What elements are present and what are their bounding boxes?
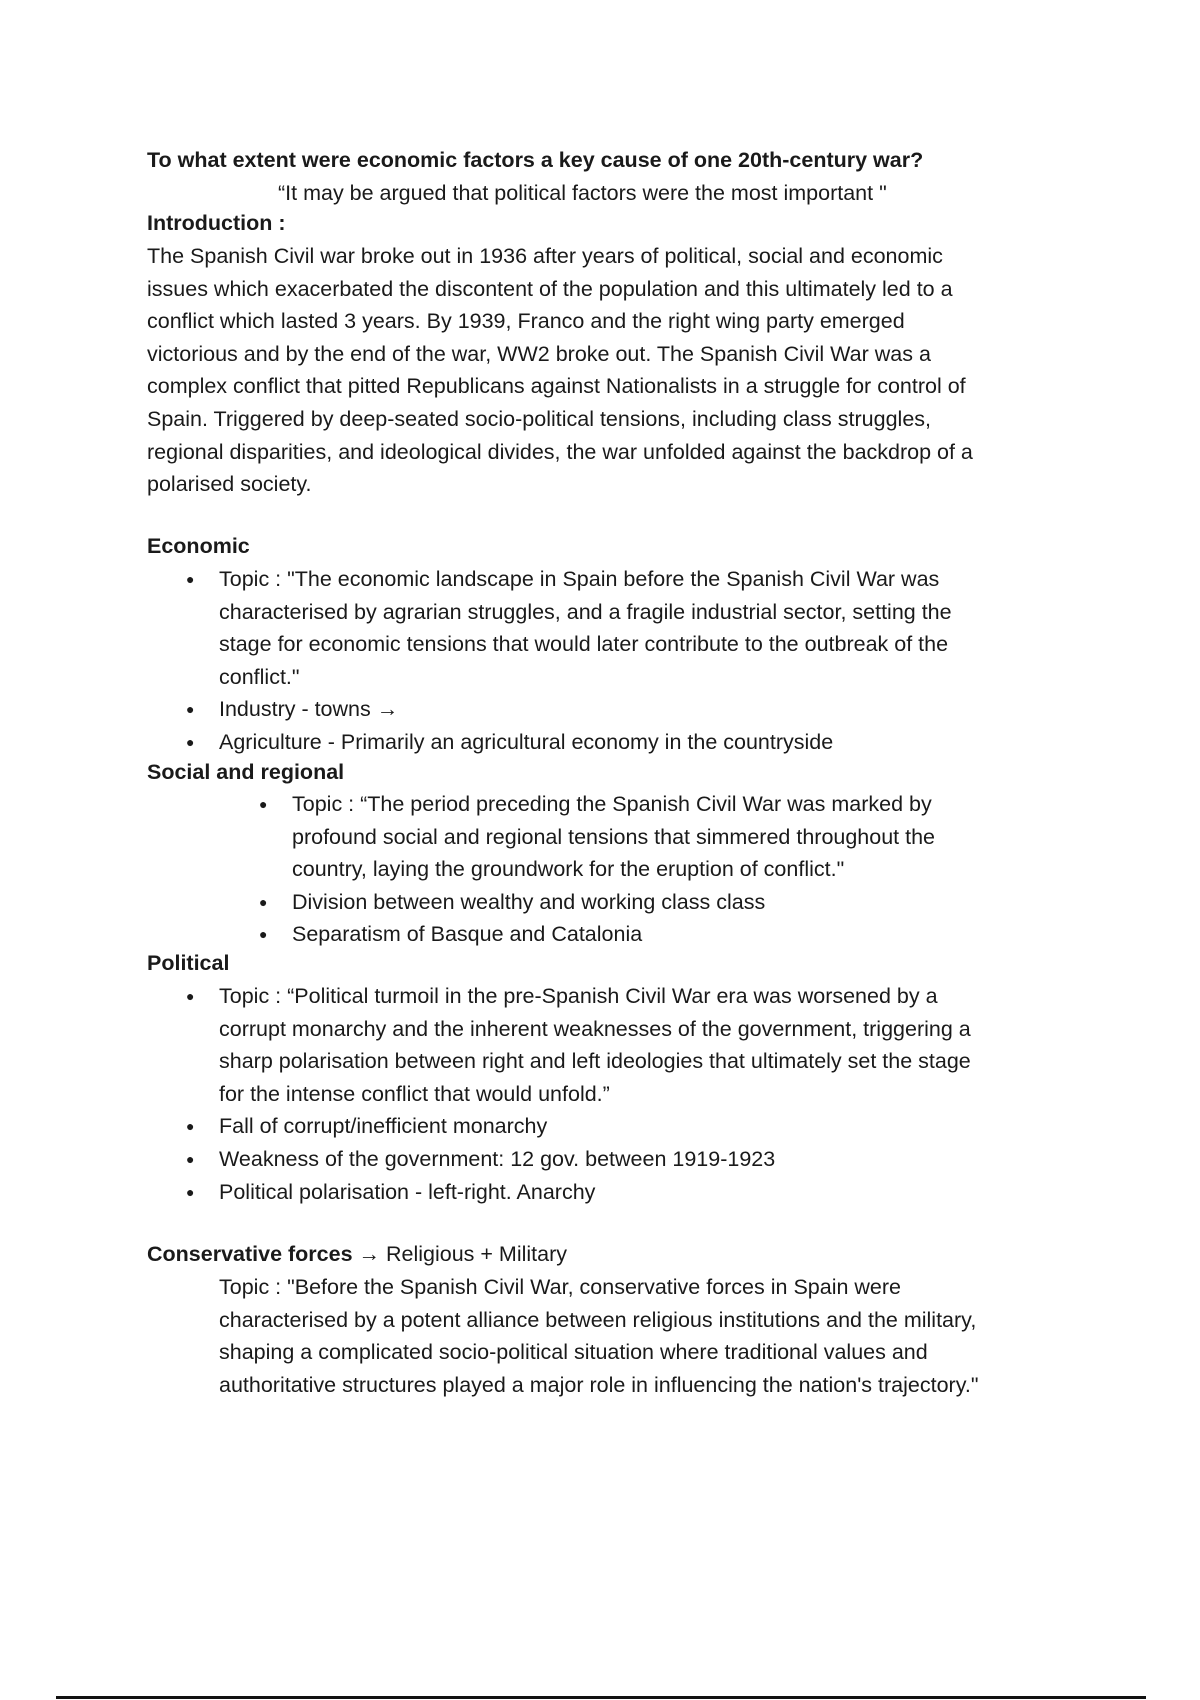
- list-item-line: Topic : “Political turmoil in the pre-Spanish Civil War era was worsened by a: [219, 984, 938, 1008]
- list-item: [186, 563, 952, 693]
- list-item-line: for the intense conflict that would unfold.”: [219, 1081, 610, 1106]
- list-item: [186, 980, 971, 1110]
- bullet-icon: ●: [186, 571, 195, 587]
- bullet-icon: ●: [186, 701, 195, 718]
- list-item: [186, 1176, 971, 1209]
- social-bullet-list: [259, 788, 936, 951]
- list-item-line: Topic : "The economic landscape in Spain before the Spanish Civil War was: [219, 567, 940, 591]
- list-item: [186, 726, 952, 759]
- list-item: [259, 918, 935, 951]
- list-item: [259, 886, 935, 919]
- list-item: [186, 1143, 971, 1176]
- political-heading: Political: [147, 951, 230, 975]
- bullet-icon: ●: [186, 1150, 195, 1167]
- list-item-line: country, laying the groundwork for the eruption of conflict.": [292, 857, 845, 882]
- text-line: shaping a complicated socio-political situation where traditional values and: [219, 1340, 928, 1365]
- page-bottom-rule: [56, 1696, 1146, 1699]
- economic-bullet-list: [186, 563, 952, 759]
- list-item-line: conflict.": [219, 664, 300, 689]
- list-item-line: stage for economic tensions that would later contribute to the outbreak of the: [219, 632, 949, 657]
- introduction-paragraph: [147, 240, 973, 501]
- bullet-icon: ●: [186, 988, 195, 1004]
- text-line: The Spanish Civil war broke out in 1936 after years of political, social and economic: [147, 244, 943, 268]
- list-item-line: Weakness of the government: 12 gov. between 1919-1923: [219, 1146, 776, 1171]
- bullet-icon: ●: [186, 1118, 195, 1135]
- conservative-heading: Conservative forces: [147, 1242, 353, 1266]
- text-line: issues which exacerbated the discontent of the population and this ultimately led to a: [147, 276, 953, 301]
- list-item: [186, 693, 952, 726]
- economic-heading: Economic: [147, 534, 250, 558]
- text-line: victorious and by the end of the war, WW2 broke out. The Spanish Civil War was a: [147, 341, 931, 366]
- list-item-line: Separatism of Basque and Catalonia: [292, 922, 643, 947]
- text-line: complex conflict that pitted Republicans against Nationalists in a struggle for control of: [147, 374, 966, 399]
- list-item-line: sharp polarisation between right and left ideologies that ultimately set the stage: [219, 1049, 971, 1074]
- conservative-heading-line: [147, 1238, 567, 1271]
- text-line: characterised by a potent alliance between religious institutions and the military,: [219, 1307, 977, 1332]
- text-line: Spain. Triggered by deep-seated socio-political tensions, including class struggles,: [147, 406, 931, 431]
- political-bullet-list: [186, 980, 971, 1208]
- thesis-quote: “It may be argued that political factors were the most important ": [278, 181, 887, 205]
- conservative-heading-suffix: → Religious + Military: [352, 1242, 568, 1266]
- list-item-line: characterised by agrarian struggles, and a fragile industrial sector, setting the: [219, 599, 952, 624]
- bullet-icon: ●: [259, 796, 268, 812]
- text-line: authoritative structures played a major role in influencing the nation's trajectory.": [219, 1372, 979, 1397]
- text-line: regional disparities, and ideological divides, the war unfolded against the backdrop of a: [147, 439, 973, 464]
- text-line: conflict which lasted 3 years. By 1939, Franco and the right wing party emerged: [147, 309, 905, 334]
- list-item-line: Industry - towns →: [219, 697, 399, 722]
- bullet-icon: ●: [259, 926, 268, 943]
- text-line: Topic : "Before the Spanish Civil War, conservative forces in Spain were: [219, 1275, 902, 1299]
- list-item-line: Division between wealthy and working class class: [292, 889, 766, 914]
- list-item-line: Political polarisation - left-right. Anarchy: [219, 1179, 596, 1204]
- conservative-paragraph: [219, 1271, 978, 1401]
- list-item-line: Topic : “The period preceding the Spanish Civil War was marked by: [292, 792, 932, 816]
- bullet-icon: ●: [186, 1183, 195, 1200]
- list-item-line: corrupt monarchy and the inherent weaknesses of the government, triggering a: [219, 1016, 971, 1041]
- text-line: polarised society.: [147, 472, 312, 497]
- list-item-line: profound social and regional tensions that simmered throughout the: [292, 824, 936, 849]
- document-title: To what extent were economic factors a key cause of one 20th-century war?: [147, 148, 924, 172]
- list-item-line: Agriculture - Primarily an agricultural economy in the countryside: [219, 729, 834, 754]
- list-item: [186, 1110, 971, 1143]
- social-heading: Social and regional: [147, 760, 345, 784]
- bullet-icon: ●: [259, 893, 268, 910]
- list-item-line: Fall of corrupt/inefficient monarchy: [219, 1114, 548, 1139]
- introduction-heading: Introduction :: [147, 211, 286, 235]
- bullet-icon: ●: [186, 733, 195, 750]
- list-item: [259, 788, 936, 886]
